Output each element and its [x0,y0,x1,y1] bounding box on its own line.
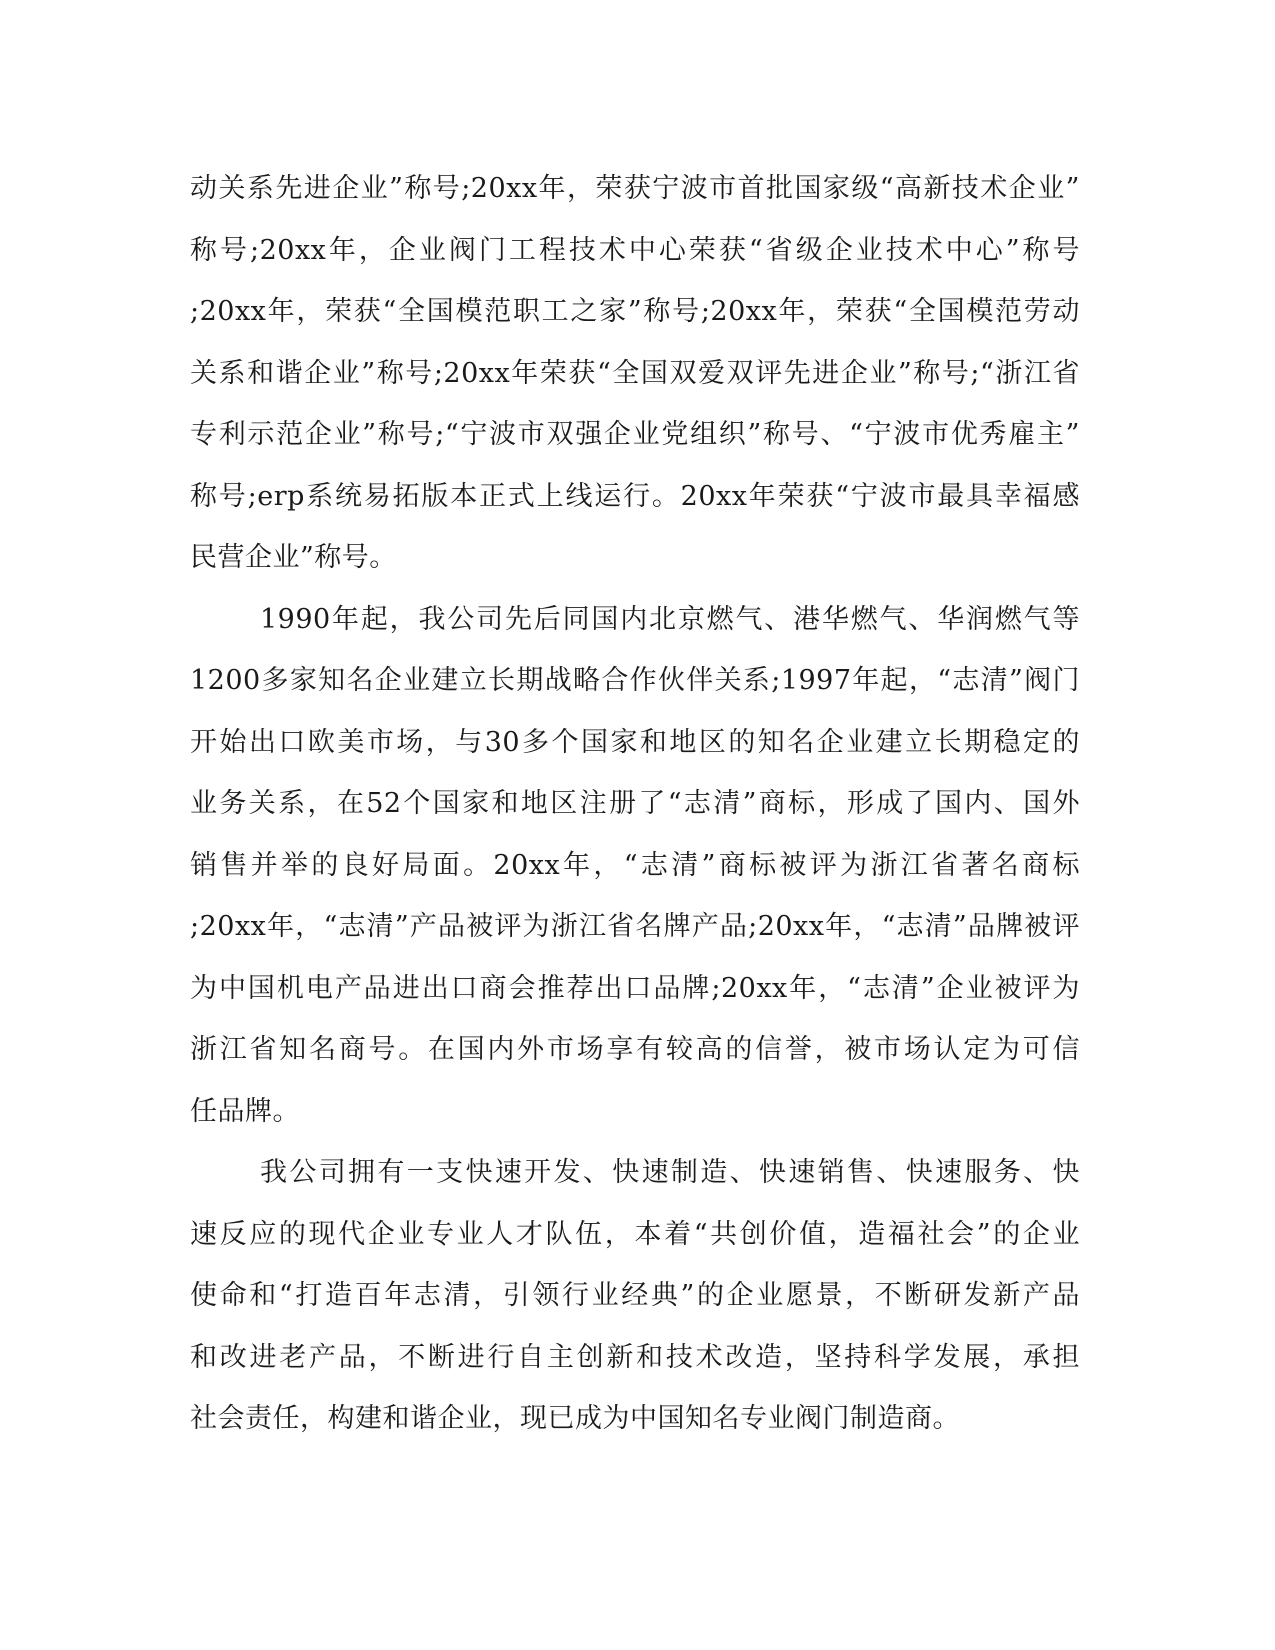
text-line: 1200多家知名企业建立长期战略合作伙伴关系;1997年起，“志清”阀门 [190,665,1080,696]
text-line: 使命和“打造百年志清，引领行业经典”的企业愿景，不断研发新产品 [190,1280,1080,1311]
text-line: ;20xx年，“志清”产品被评为浙江省名牌产品;20xx年，“志清”品牌被评 [190,911,1080,942]
text-line: 速反应的现代企业专业人才队伍，本着“共创价值，造福社会”的企业 [190,1218,1080,1250]
text-line: 浙江省知名商号。在国内外市场享有较高的信誉，被市场认定为可信 [190,1034,1080,1065]
paragraph-honors [190,158,1080,589]
text-line: 和改进老产品，不断进行自主创新和技术改造，坚持科学发展，承担 [190,1341,1080,1373]
paragraph-mission [190,1142,1080,1450]
paragraph-partners [190,589,1080,1143]
text-line: 销售并举的良好局面。20xx年，“志清”商标被评为浙江省著名商标 [190,849,1080,881]
text-line: 为中国机电产品进出口商会推荐出口品牌;20xx年，“志清”企业被评为 [190,972,1080,1004]
text-line: 专利示范企业”称号;“宁波市双强企业党组织”称号、“宁波市优秀雇主” [190,419,1080,450]
text-line: 社会责任，构建和谐企业，现已成为中国知名专业阀门制造商。 [190,1403,960,1434]
text-line: ;20xx年，荣获“全国模范职工之家”称号;20xx年，荣获“全国模范劳动 [190,296,1080,327]
text-line: 任品牌。 [190,1095,300,1127]
text-line: 称号;20xx年，企业阀门工程技术中心荣获“省级企业技术中心”称号 [190,234,1080,266]
text-line: 动关系先进企业”称号;20xx年，荣获宁波市首批国家级“高新技术企业” [190,173,1080,204]
text-line: 我公司拥有一支快速开发、快速制造、快速销售、快速服务、快 [260,1157,1080,1188]
text-line: 开始出口欧美市场，与30多个国家和地区的知名企业建立长期稳定的 [190,726,1080,758]
text-line: 业务关系，在52个国家和地区注册了“志清”商标，形成了国内、国外 [190,788,1080,819]
text-line: 关系和谐企业”称号;20xx年荣获“全国双爱双评先进企业”称号;“浙江省 [190,357,1080,389]
text-line: 民营企业”称号。 [190,542,397,573]
text-line: 1990年起，我公司先后同国内北京燃气、港华燃气、华润燃气等 [260,603,1080,635]
document-body [190,158,1080,1450]
text-line: 称号;erp系统易拓版本正式上线运行。20xx年荣获“宁波市最具幸福感 [190,480,1080,512]
